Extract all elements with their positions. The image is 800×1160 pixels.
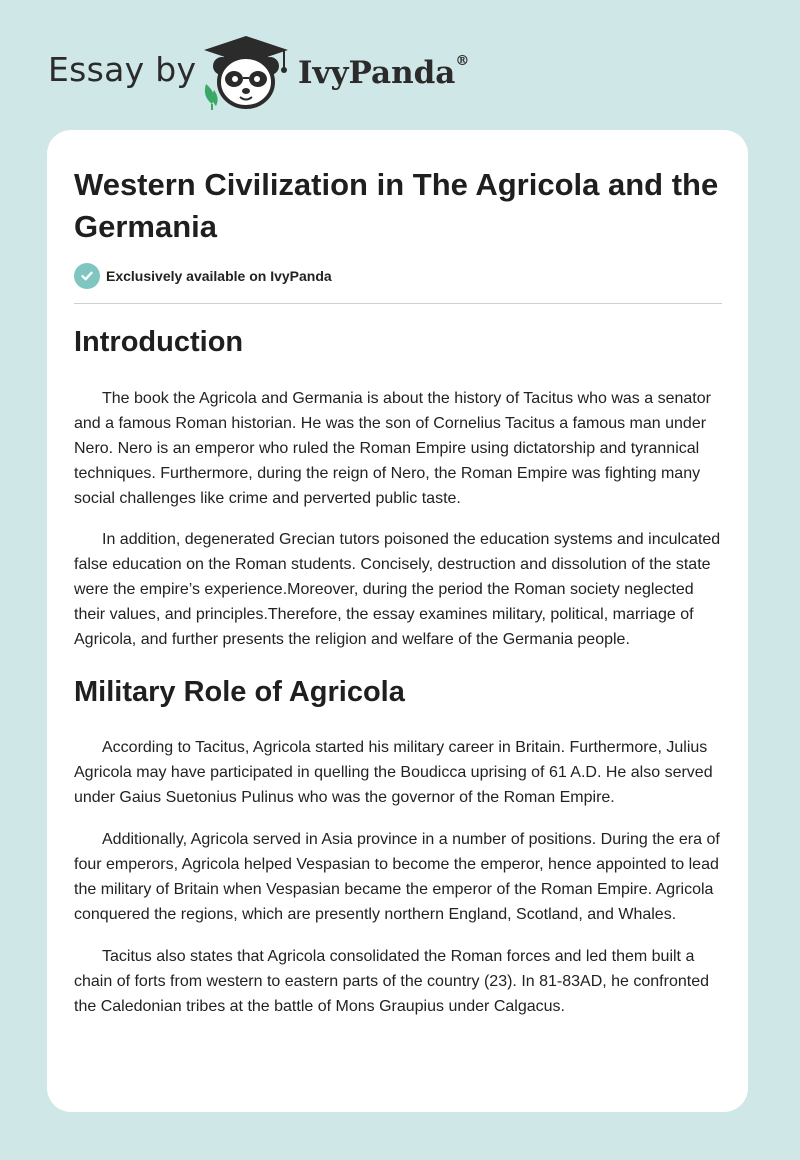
paragraph: In addition, degenerated Grecian tutors poisoned the education systems and inculcated false education on the Roman students. Concisely, destruction and dissolution of the state were the empire’s experience.Moreover, during the period the Roman society neglected their values, and principles.Therefore, the essay examines military, political, marriage of Agricola, and further presents the religion and welfare of the Germania people. [74, 531, 721, 648]
exclusive-badge [74, 263, 332, 289]
brand-name[interactable] [298, 55, 469, 91]
paragraph: Additionally, Agricola served in Asia province in a number of positions. During the era of four emperors, Agricola helped Vespasian to become the emperor, hence appointed to lead the military of Britain when Vespasian became the emperor of the Roman Empire. Agricola conquered the regions, which are presently northern England, Scotland, and Whales. [74, 831, 720, 923]
site-header [0, 0, 800, 130]
paragraph: According to Tacitus, Agricola started his military career in Britain. Furthermore, Julius Agricola may have participated in quelling the Boudicca uprising of 61 A.D. He also served under Gaius Suetonius Pulinus who was the governor of the Roman Empire. [74, 739, 713, 806]
panda-graduate-icon[interactable] [200, 34, 292, 110]
divider [74, 303, 722, 304]
registered-mark: ® [455, 53, 470, 69]
essay-title: Western Civilization in The Agricola and the Germania [74, 167, 719, 244]
essay-card [47, 130, 748, 1112]
paragraph: The book the Agricola and Germania is about the history of Tacitus who was a senator and a famous Roman historian. He was the son of Cornelius Tacitus a famous man under Nero. Nero is an emperor who ruled the Roman Empire using dictatorship and tyrannical techniques. Furthermore, during the reign of Nero, the Roman Empire was fighting many social challenges like crime and perverted public taste. [74, 390, 711, 507]
badge-label: Exclusively available on IvyPanda [106, 268, 332, 284]
check-circle-icon [74, 263, 100, 289]
section-heading-introduction: Introduction [74, 326, 244, 358]
brand-prefix: Essay by [48, 50, 197, 89]
section-heading-military-role: Military Role of Agricola [74, 676, 405, 708]
brand-name-text: IvyPanda [298, 55, 456, 91]
paragraph: Tacitus also states that Agricola consolidated the Roman forces and led them built a chain of forts from western to eastern parts of the country (23). In 81-83AD, he confronted the Caledonian tribes at the battle of Mons Graupius under Calgacus. [74, 948, 709, 1015]
essay-body [74, 322, 726, 1019]
